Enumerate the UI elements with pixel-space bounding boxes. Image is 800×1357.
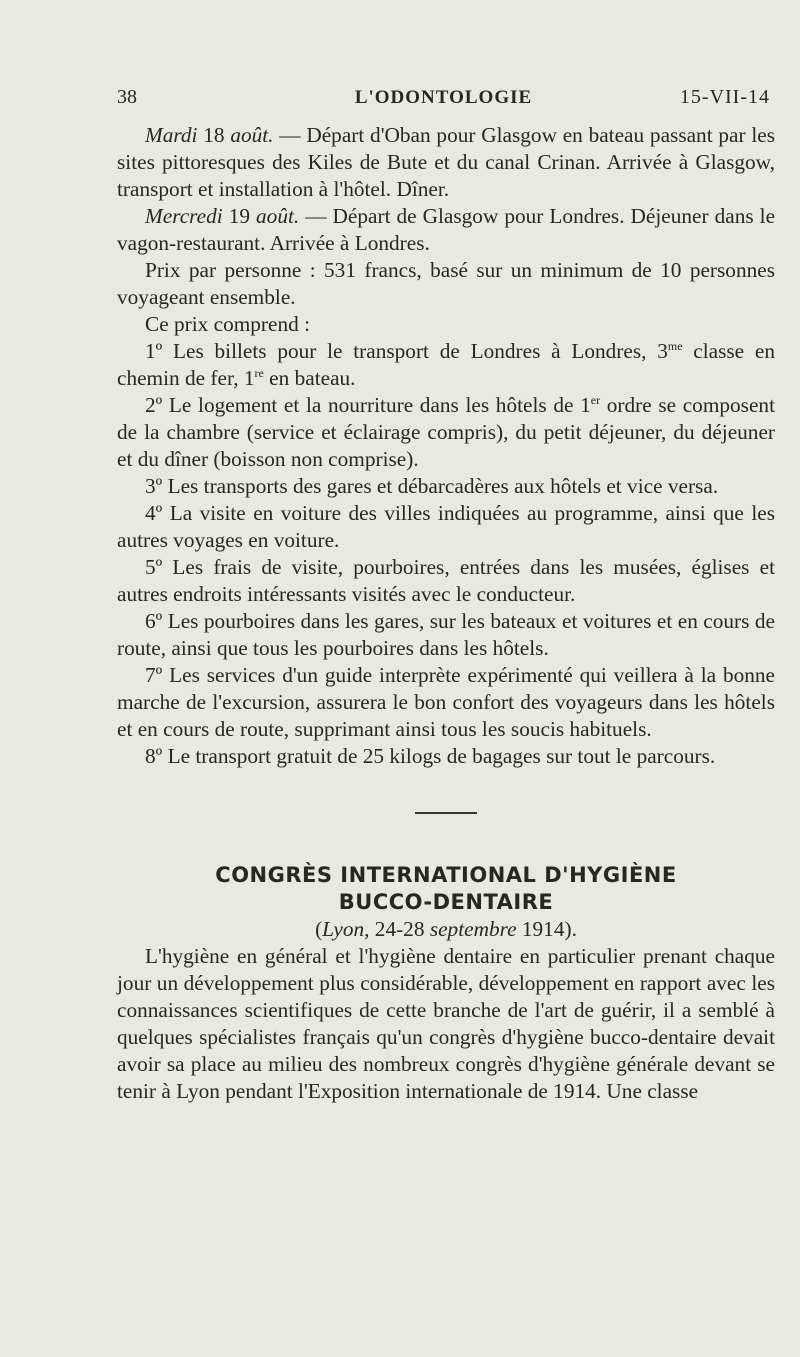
subtitle-part: ( — [315, 917, 323, 941]
itinerary-day — [117, 203, 775, 257]
page-body — [117, 122, 775, 1105]
list-item: 7º Les services d'un guide interprète expérimenté qui veillera à la bonne marche de l'excursion, assurera le bon confort des voyageurs dans les hôtels et en cours de route, supprimant ainsi tous les soucis habituels. — [117, 663, 775, 741]
month-name: août. — [256, 204, 300, 228]
subtitle-part: 24-28 — [369, 917, 430, 941]
item-text: 1º Les billets pour le transport de Londres à Londres, 3 — [145, 339, 668, 363]
price-paragraph: Prix par personne : 531 francs, basé sur un minimum de 10 personnes voyageant ensemble. — [117, 258, 775, 309]
subtitle-place: Lyon, — [322, 917, 370, 941]
day-number: 18 — [203, 123, 225, 147]
includes-intro: Ce prix comprend : — [145, 312, 311, 336]
section-title-line1: CONGRÈS INTERNATIONAL D'HYGIÈNE — [215, 863, 677, 887]
list-item: 8º Le transport gratuit de 25 kilogs de bagages sur tout le parcours. — [145, 744, 716, 768]
day-name: Mercredi — [145, 204, 223, 228]
list-item: 5º Les frais de visite, pourboires, entrées dans les musées, églises et autres endroits intéressants visités avec le conducteur. — [117, 555, 775, 606]
superscript: er — [590, 393, 601, 407]
day-description: — Départ d'Oban pour Glasgow en bateau passant par les sites pittoresques des Kiles de Bute et du canal Crinan. Arrivée à Glasgow, transport et installation à l'hôtel. Dîner. — [117, 123, 776, 201]
section-subtitle — [117, 916, 775, 943]
journal-title: L'ODONTOLOGIE — [354, 87, 533, 108]
section-paragraph: L'hygiène en général et l'hygiène dentaire en particulier prenant chaque jour un développement plus considérable, développement en rapport avec les connaissances scientifiques de cette branche de l'art de guérir, il a semblé à quelques spécialistes français qu'un congrès d'hygiène bucco-dentaire devait avoir sa place au milieu des nombreux congrès d'hygiène générale devant se tenir à Lyon pendant l'Exposition internationale de 1914. Une classe — [117, 944, 775, 1103]
item-text: en bateau. — [263, 366, 356, 390]
itinerary-day — [117, 122, 775, 203]
day-number: 19 — [228, 204, 250, 228]
list-item: 6º Les pourboires dans les gares, sur les bateaux et voitures et en cours de route, ainsi que tous les pourboires dans les hôtels. — [117, 609, 775, 660]
superscript: me — [667, 339, 683, 353]
subtitle-month: septembre — [429, 917, 517, 941]
subtitle-part: 1914). — [516, 917, 577, 941]
section-divider — [415, 812, 477, 814]
running-header — [117, 86, 770, 116]
item-text: ordre se composent de la chambre (service et éclairage compris), du petit déjeuner, du déjeuner et du dîner (boisson non comprise). — [117, 393, 775, 471]
superscript: re — [254, 366, 264, 380]
item-text: classe en chemin de fer, 1 — [117, 339, 775, 390]
day-name: Mardi — [145, 123, 198, 147]
section-title-line2: BUCCO-DENTAIRE — [338, 890, 554, 914]
issue-date: 15-VII-14 — [679, 86, 770, 108]
list-item: 4º La visite en voiture des villes indiquées au programme, ainsi que les autres voyages en voiture. — [117, 501, 775, 552]
day-description: — Départ de Glasgow pour Londres. Déjeuner dans le vagon-restaurant. Arrivée à Londres. — [117, 204, 776, 255]
list-item — [117, 338, 775, 392]
month-name: août. — [230, 123, 274, 147]
list-item: 3º Les transports des gares et débarcadères aux hôtels et vice versa. — [145, 474, 719, 498]
item-text: 2º Le logement et la nourriture dans les hôtels de 1 — [145, 393, 591, 417]
page-number: 38 — [117, 86, 137, 108]
list-item — [117, 392, 775, 473]
